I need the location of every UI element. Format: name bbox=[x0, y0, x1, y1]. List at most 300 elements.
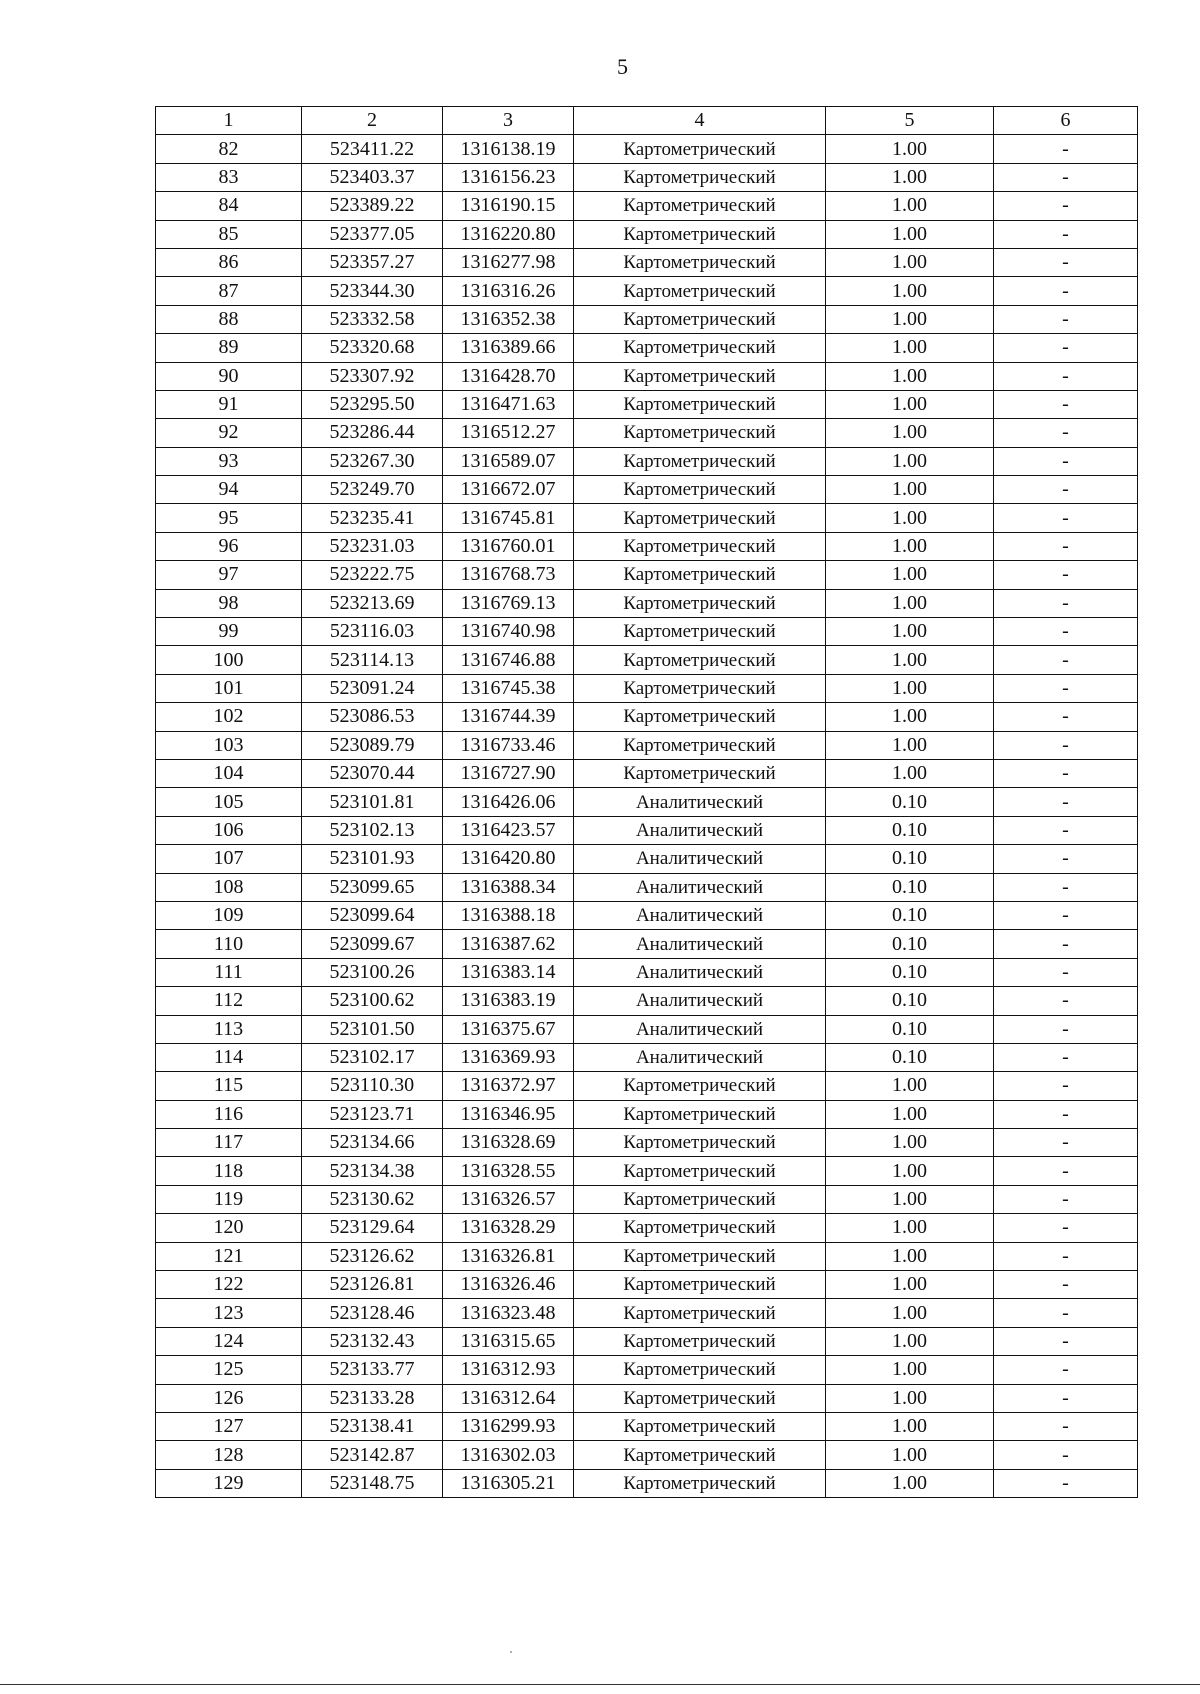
table-row bbox=[156, 1299, 1138, 1327]
accuracy-cell: 0.10 bbox=[826, 816, 994, 844]
accuracy-cell: 1.00 bbox=[826, 334, 994, 362]
method-cell: Аналитический bbox=[574, 788, 826, 816]
page-number: 5 bbox=[617, 54, 628, 79]
note-cell: - bbox=[994, 248, 1138, 276]
table-row bbox=[156, 419, 1138, 447]
table-row bbox=[156, 1072, 1138, 1100]
method-cell: Картометрический bbox=[574, 1441, 826, 1469]
note-cell: - bbox=[994, 163, 1138, 191]
method-cell: Картометрический bbox=[574, 1469, 826, 1497]
accuracy-cell: 1.00 bbox=[826, 646, 994, 674]
point-number-cell: 92 bbox=[156, 419, 302, 447]
method-cell: Картометрический bbox=[574, 703, 826, 731]
point-number-cell: 89 bbox=[156, 334, 302, 362]
y-coordinate-cell: 1316277.98 bbox=[443, 248, 574, 276]
x-coordinate-cell: 523101.81 bbox=[302, 788, 443, 816]
accuracy-cell: 1.00 bbox=[826, 390, 994, 418]
note-cell: - bbox=[994, 1072, 1138, 1100]
accuracy-cell: 0.10 bbox=[826, 930, 994, 958]
note-cell: - bbox=[994, 135, 1138, 163]
accuracy-cell: 1.00 bbox=[826, 1214, 994, 1242]
method-cell: Аналитический bbox=[574, 845, 826, 873]
method-cell: Картометрический bbox=[574, 1157, 826, 1185]
method-cell: Аналитический bbox=[574, 958, 826, 986]
point-number-cell: 129 bbox=[156, 1469, 302, 1497]
method-cell: Картометрический bbox=[574, 589, 826, 617]
point-number-cell: 97 bbox=[156, 561, 302, 589]
table-row bbox=[156, 1043, 1138, 1071]
point-number-cell: 102 bbox=[156, 703, 302, 731]
note-cell: - bbox=[994, 788, 1138, 816]
x-coordinate-cell: 523086.53 bbox=[302, 703, 443, 731]
note-cell: - bbox=[994, 816, 1138, 844]
y-coordinate-cell: 1316733.46 bbox=[443, 731, 574, 759]
table-row bbox=[156, 561, 1138, 589]
y-coordinate-cell: 1316420.80 bbox=[443, 845, 574, 873]
note-cell: - bbox=[994, 362, 1138, 390]
method-cell: Картометрический bbox=[574, 447, 826, 475]
x-coordinate-cell: 523389.22 bbox=[302, 192, 443, 220]
accuracy-cell: 1.00 bbox=[826, 1185, 994, 1213]
note-cell: - bbox=[994, 674, 1138, 702]
accuracy-cell: 0.10 bbox=[826, 958, 994, 986]
x-coordinate-cell: 523101.50 bbox=[302, 1015, 443, 1043]
note-cell: - bbox=[994, 1327, 1138, 1355]
x-coordinate-cell: 523138.41 bbox=[302, 1412, 443, 1440]
column-header-1: 1 bbox=[156, 107, 302, 135]
accuracy-cell: 1.00 bbox=[826, 1384, 994, 1412]
x-coordinate-cell: 523089.79 bbox=[302, 731, 443, 759]
accuracy-cell: 0.10 bbox=[826, 845, 994, 873]
x-coordinate-cell: 523133.77 bbox=[302, 1356, 443, 1384]
table-row bbox=[156, 589, 1138, 617]
table-row bbox=[156, 618, 1138, 646]
table-row bbox=[156, 873, 1138, 901]
table-header bbox=[156, 107, 1138, 135]
y-coordinate-cell: 1316305.21 bbox=[443, 1469, 574, 1497]
table-row bbox=[156, 1384, 1138, 1412]
point-number-cell: 96 bbox=[156, 532, 302, 560]
x-coordinate-cell: 523116.03 bbox=[302, 618, 443, 646]
x-coordinate-cell: 523099.65 bbox=[302, 873, 443, 901]
note-cell: - bbox=[994, 589, 1138, 617]
method-cell: Аналитический bbox=[574, 1043, 826, 1071]
note-cell: - bbox=[994, 334, 1138, 362]
note-cell: - bbox=[994, 1157, 1138, 1185]
x-coordinate-cell: 523102.13 bbox=[302, 816, 443, 844]
y-coordinate-cell: 1316383.19 bbox=[443, 987, 574, 1015]
method-cell: Картометрический bbox=[574, 618, 826, 646]
method-cell: Картометрический bbox=[574, 277, 826, 305]
bottom-edge-line bbox=[0, 1684, 1200, 1685]
x-coordinate-cell: 523100.62 bbox=[302, 987, 443, 1015]
table-row bbox=[156, 305, 1138, 333]
note-cell: - bbox=[994, 220, 1138, 248]
method-cell: Аналитический bbox=[574, 873, 826, 901]
note-cell: - bbox=[994, 646, 1138, 674]
column-header-4: 4 bbox=[574, 107, 826, 135]
table-row bbox=[156, 731, 1138, 759]
note-cell: - bbox=[994, 731, 1138, 759]
point-number-cell: 126 bbox=[156, 1384, 302, 1412]
y-coordinate-cell: 1316746.88 bbox=[443, 646, 574, 674]
table-row bbox=[156, 674, 1138, 702]
column-header-5: 5 bbox=[826, 107, 994, 135]
table-row bbox=[156, 192, 1138, 220]
table-row bbox=[156, 504, 1138, 532]
column-header-2: 2 bbox=[302, 107, 443, 135]
method-cell: Картометрический bbox=[574, 561, 826, 589]
point-number-cell: 88 bbox=[156, 305, 302, 333]
x-coordinate-cell: 523100.26 bbox=[302, 958, 443, 986]
note-cell: - bbox=[994, 1214, 1138, 1242]
y-coordinate-cell: 1316315.65 bbox=[443, 1327, 574, 1355]
scan-speck bbox=[510, 1651, 512, 1653]
y-coordinate-cell: 1316346.95 bbox=[443, 1100, 574, 1128]
note-cell: - bbox=[994, 1384, 1138, 1412]
y-coordinate-cell: 1316220.80 bbox=[443, 220, 574, 248]
table-row bbox=[156, 703, 1138, 731]
point-number-cell: 119 bbox=[156, 1185, 302, 1213]
accuracy-cell: 1.00 bbox=[826, 163, 994, 191]
y-coordinate-cell: 1316760.01 bbox=[443, 532, 574, 560]
y-coordinate-cell: 1316745.38 bbox=[443, 674, 574, 702]
method-cell: Картометрический bbox=[574, 1271, 826, 1299]
accuracy-cell: 1.00 bbox=[826, 305, 994, 333]
point-number-cell: 106 bbox=[156, 816, 302, 844]
accuracy-cell: 0.10 bbox=[826, 873, 994, 901]
column-header-6: 6 bbox=[994, 107, 1138, 135]
point-number-cell: 100 bbox=[156, 646, 302, 674]
table-row bbox=[156, 1214, 1138, 1242]
accuracy-cell: 1.00 bbox=[826, 220, 994, 248]
column-header-3: 3 bbox=[443, 107, 574, 135]
table-row bbox=[156, 1271, 1138, 1299]
note-cell: - bbox=[994, 901, 1138, 929]
note-cell: - bbox=[994, 958, 1138, 986]
table-row bbox=[156, 987, 1138, 1015]
x-coordinate-cell: 523070.44 bbox=[302, 759, 443, 787]
x-coordinate-cell: 523357.27 bbox=[302, 248, 443, 276]
y-coordinate-cell: 1316383.14 bbox=[443, 958, 574, 986]
point-number-cell: 118 bbox=[156, 1157, 302, 1185]
point-number-cell: 121 bbox=[156, 1242, 302, 1270]
point-number-cell: 128 bbox=[156, 1441, 302, 1469]
y-coordinate-cell: 1316299.93 bbox=[443, 1412, 574, 1440]
point-number-cell: 124 bbox=[156, 1327, 302, 1355]
accuracy-cell: 1.00 bbox=[826, 731, 994, 759]
method-cell: Картометрический bbox=[574, 1327, 826, 1355]
x-coordinate-cell: 523235.41 bbox=[302, 504, 443, 532]
method-cell: Картометрический bbox=[574, 362, 826, 390]
note-cell: - bbox=[994, 1299, 1138, 1327]
x-coordinate-cell: 523344.30 bbox=[302, 277, 443, 305]
point-number-cell: 112 bbox=[156, 987, 302, 1015]
note-cell: - bbox=[994, 561, 1138, 589]
point-number-cell: 105 bbox=[156, 788, 302, 816]
x-coordinate-cell: 523134.66 bbox=[302, 1129, 443, 1157]
point-number-cell: 115 bbox=[156, 1072, 302, 1100]
x-coordinate-cell: 523295.50 bbox=[302, 390, 443, 418]
note-cell: - bbox=[994, 1043, 1138, 1071]
note-cell: - bbox=[994, 1015, 1138, 1043]
method-cell: Картометрический bbox=[574, 674, 826, 702]
table-row bbox=[156, 447, 1138, 475]
table-row bbox=[156, 958, 1138, 986]
x-coordinate-cell: 523249.70 bbox=[302, 476, 443, 504]
accuracy-cell: 1.00 bbox=[826, 618, 994, 646]
y-coordinate-cell: 1316326.57 bbox=[443, 1185, 574, 1213]
point-number-cell: 123 bbox=[156, 1299, 302, 1327]
accuracy-cell: 0.10 bbox=[826, 987, 994, 1015]
x-coordinate-cell: 523099.67 bbox=[302, 930, 443, 958]
y-coordinate-cell: 1316589.07 bbox=[443, 447, 574, 475]
accuracy-cell: 1.00 bbox=[826, 1412, 994, 1440]
note-cell: - bbox=[994, 1469, 1138, 1497]
x-coordinate-cell: 523148.75 bbox=[302, 1469, 443, 1497]
y-coordinate-cell: 1316352.38 bbox=[443, 305, 574, 333]
table-row bbox=[156, 1129, 1138, 1157]
y-coordinate-cell: 1316768.73 bbox=[443, 561, 574, 589]
method-cell: Картометрический bbox=[574, 1214, 826, 1242]
table-row bbox=[156, 334, 1138, 362]
method-cell: Картометрический bbox=[574, 163, 826, 191]
y-coordinate-cell: 1316389.66 bbox=[443, 334, 574, 362]
method-cell: Картометрический bbox=[574, 1242, 826, 1270]
y-coordinate-cell: 1316323.48 bbox=[443, 1299, 574, 1327]
table-row bbox=[156, 277, 1138, 305]
accuracy-cell: 1.00 bbox=[826, 589, 994, 617]
point-number-cell: 84 bbox=[156, 192, 302, 220]
x-coordinate-cell: 523411.22 bbox=[302, 135, 443, 163]
note-cell: - bbox=[994, 1129, 1138, 1157]
accuracy-cell: 1.00 bbox=[826, 192, 994, 220]
accuracy-cell: 1.00 bbox=[826, 759, 994, 787]
y-coordinate-cell: 1316471.63 bbox=[443, 390, 574, 418]
table-row bbox=[156, 163, 1138, 191]
point-number-cell: 110 bbox=[156, 930, 302, 958]
table-row bbox=[156, 135, 1138, 163]
y-coordinate-cell: 1316328.29 bbox=[443, 1214, 574, 1242]
accuracy-cell: 1.00 bbox=[826, 1441, 994, 1469]
x-coordinate-cell: 523110.30 bbox=[302, 1072, 443, 1100]
point-number-cell: 87 bbox=[156, 277, 302, 305]
method-cell: Картометрический bbox=[574, 1384, 826, 1412]
note-cell: - bbox=[994, 759, 1138, 787]
method-cell: Картометрический bbox=[574, 1356, 826, 1384]
method-cell: Картометрический bbox=[574, 220, 826, 248]
accuracy-cell: 1.00 bbox=[826, 1242, 994, 1270]
point-number-cell: 127 bbox=[156, 1412, 302, 1440]
x-coordinate-cell: 523123.71 bbox=[302, 1100, 443, 1128]
accuracy-cell: 1.00 bbox=[826, 674, 994, 702]
y-coordinate-cell: 1316326.46 bbox=[443, 1271, 574, 1299]
table-row bbox=[156, 1469, 1138, 1497]
y-coordinate-cell: 1316138.19 bbox=[443, 135, 574, 163]
table-row bbox=[156, 816, 1138, 844]
y-coordinate-cell: 1316388.34 bbox=[443, 873, 574, 901]
point-number-cell: 117 bbox=[156, 1129, 302, 1157]
point-number-cell: 82 bbox=[156, 135, 302, 163]
note-cell: - bbox=[994, 987, 1138, 1015]
accuracy-cell: 0.10 bbox=[826, 1015, 994, 1043]
method-cell: Картометрический bbox=[574, 1185, 826, 1213]
accuracy-cell: 1.00 bbox=[826, 362, 994, 390]
note-cell: - bbox=[994, 192, 1138, 220]
table-row bbox=[156, 1356, 1138, 1384]
point-number-cell: 83 bbox=[156, 163, 302, 191]
accuracy-cell: 1.00 bbox=[826, 248, 994, 276]
method-cell: Картометрический bbox=[574, 192, 826, 220]
y-coordinate-cell: 1316312.93 bbox=[443, 1356, 574, 1384]
y-coordinate-cell: 1316426.06 bbox=[443, 788, 574, 816]
x-coordinate-cell: 523142.87 bbox=[302, 1441, 443, 1469]
point-number-cell: 91 bbox=[156, 390, 302, 418]
accuracy-cell: 1.00 bbox=[826, 135, 994, 163]
note-cell: - bbox=[994, 1412, 1138, 1440]
table-row bbox=[156, 1100, 1138, 1128]
x-coordinate-cell: 523114.13 bbox=[302, 646, 443, 674]
table-row bbox=[156, 1242, 1138, 1270]
y-coordinate-cell: 1316387.62 bbox=[443, 930, 574, 958]
point-number-cell: 113 bbox=[156, 1015, 302, 1043]
x-coordinate-cell: 523128.46 bbox=[302, 1299, 443, 1327]
y-coordinate-cell: 1316316.26 bbox=[443, 277, 574, 305]
accuracy-cell: 1.00 bbox=[826, 1072, 994, 1100]
note-cell: - bbox=[994, 703, 1138, 731]
point-number-cell: 108 bbox=[156, 873, 302, 901]
method-cell: Картометрический bbox=[574, 334, 826, 362]
y-coordinate-cell: 1316328.55 bbox=[443, 1157, 574, 1185]
x-coordinate-cell: 523377.05 bbox=[302, 220, 443, 248]
y-coordinate-cell: 1316388.18 bbox=[443, 901, 574, 929]
y-coordinate-cell: 1316369.93 bbox=[443, 1043, 574, 1071]
x-coordinate-cell: 523286.44 bbox=[302, 419, 443, 447]
y-coordinate-cell: 1316190.15 bbox=[443, 192, 574, 220]
point-number-cell: 111 bbox=[156, 958, 302, 986]
point-number-cell: 104 bbox=[156, 759, 302, 787]
note-cell: - bbox=[994, 618, 1138, 646]
x-coordinate-cell: 523126.81 bbox=[302, 1271, 443, 1299]
accuracy-cell: 1.00 bbox=[826, 532, 994, 560]
x-coordinate-cell: 523403.37 bbox=[302, 163, 443, 191]
method-cell: Картометрический bbox=[574, 390, 826, 418]
accuracy-cell: 1.00 bbox=[826, 1100, 994, 1128]
x-coordinate-cell: 523102.17 bbox=[302, 1043, 443, 1071]
x-coordinate-cell: 523307.92 bbox=[302, 362, 443, 390]
y-coordinate-cell: 1316423.57 bbox=[443, 816, 574, 844]
x-coordinate-cell: 523134.38 bbox=[302, 1157, 443, 1185]
x-coordinate-cell: 523231.03 bbox=[302, 532, 443, 560]
accuracy-cell: 0.10 bbox=[826, 788, 994, 816]
note-cell: - bbox=[994, 930, 1138, 958]
method-cell: Аналитический bbox=[574, 1015, 826, 1043]
method-cell: Картометрический bbox=[574, 1100, 826, 1128]
x-coordinate-cell: 523099.64 bbox=[302, 901, 443, 929]
accuracy-cell: 1.00 bbox=[826, 1327, 994, 1355]
table-row bbox=[156, 476, 1138, 504]
accuracy-cell: 1.00 bbox=[826, 561, 994, 589]
method-cell: Картометрический bbox=[574, 1072, 826, 1100]
note-cell: - bbox=[994, 845, 1138, 873]
method-cell: Картометрический bbox=[574, 1299, 826, 1327]
point-number-cell: 95 bbox=[156, 504, 302, 532]
accuracy-cell: 1.00 bbox=[826, 1299, 994, 1327]
x-coordinate-cell: 523222.75 bbox=[302, 561, 443, 589]
method-cell: Картометрический bbox=[574, 532, 826, 560]
method-cell: Картометрический bbox=[574, 305, 826, 333]
y-coordinate-cell: 1316672.07 bbox=[443, 476, 574, 504]
accuracy-cell: 1.00 bbox=[826, 476, 994, 504]
note-cell: - bbox=[994, 277, 1138, 305]
accuracy-cell: 1.00 bbox=[826, 703, 994, 731]
y-coordinate-cell: 1316744.39 bbox=[443, 703, 574, 731]
method-cell: Картометрический bbox=[574, 504, 826, 532]
table-row bbox=[156, 901, 1138, 929]
method-cell: Аналитический bbox=[574, 930, 826, 958]
x-coordinate-cell: 523332.58 bbox=[302, 305, 443, 333]
x-coordinate-cell: 523130.62 bbox=[302, 1185, 443, 1213]
table-row bbox=[156, 930, 1138, 958]
note-cell: - bbox=[994, 476, 1138, 504]
header-row bbox=[156, 107, 1138, 135]
accuracy-cell: 1.00 bbox=[826, 1129, 994, 1157]
table-row bbox=[156, 1327, 1138, 1355]
accuracy-cell: 1.00 bbox=[826, 1356, 994, 1384]
table-row bbox=[156, 759, 1138, 787]
x-coordinate-cell: 523091.24 bbox=[302, 674, 443, 702]
y-coordinate-cell: 1316328.69 bbox=[443, 1129, 574, 1157]
accuracy-cell: 1.00 bbox=[826, 1469, 994, 1497]
table-row bbox=[156, 788, 1138, 816]
note-cell: - bbox=[994, 532, 1138, 560]
method-cell: Картометрический bbox=[574, 419, 826, 447]
method-cell: Картометрический bbox=[574, 1412, 826, 1440]
note-cell: - bbox=[994, 873, 1138, 901]
method-cell: Аналитический bbox=[574, 901, 826, 929]
point-number-cell: 93 bbox=[156, 447, 302, 475]
point-number-cell: 101 bbox=[156, 674, 302, 702]
point-number-cell: 107 bbox=[156, 845, 302, 873]
method-cell: Картометрический bbox=[574, 476, 826, 504]
y-coordinate-cell: 1316745.81 bbox=[443, 504, 574, 532]
point-number-cell: 86 bbox=[156, 248, 302, 276]
y-coordinate-cell: 1316375.67 bbox=[443, 1015, 574, 1043]
accuracy-cell: 1.00 bbox=[826, 1271, 994, 1299]
point-number-cell: 120 bbox=[156, 1214, 302, 1242]
accuracy-cell: 0.10 bbox=[826, 1043, 994, 1071]
note-cell: - bbox=[994, 419, 1138, 447]
x-coordinate-cell: 523133.28 bbox=[302, 1384, 443, 1412]
x-coordinate-cell: 523101.93 bbox=[302, 845, 443, 873]
y-coordinate-cell: 1316312.64 bbox=[443, 1384, 574, 1412]
y-coordinate-cell: 1316769.13 bbox=[443, 589, 574, 617]
table-row bbox=[156, 1412, 1138, 1440]
x-coordinate-cell: 523126.62 bbox=[302, 1242, 443, 1270]
method-cell: Аналитический bbox=[574, 987, 826, 1015]
point-number-cell: 99 bbox=[156, 618, 302, 646]
point-number-cell: 109 bbox=[156, 901, 302, 929]
note-cell: - bbox=[994, 1185, 1138, 1213]
x-coordinate-cell: 523213.69 bbox=[302, 589, 443, 617]
table-row bbox=[156, 362, 1138, 390]
note-cell: - bbox=[994, 504, 1138, 532]
table-body bbox=[156, 135, 1138, 1498]
point-number-cell: 94 bbox=[156, 476, 302, 504]
point-number-cell: 116 bbox=[156, 1100, 302, 1128]
table-row bbox=[156, 845, 1138, 873]
y-coordinate-cell: 1316727.90 bbox=[443, 759, 574, 787]
